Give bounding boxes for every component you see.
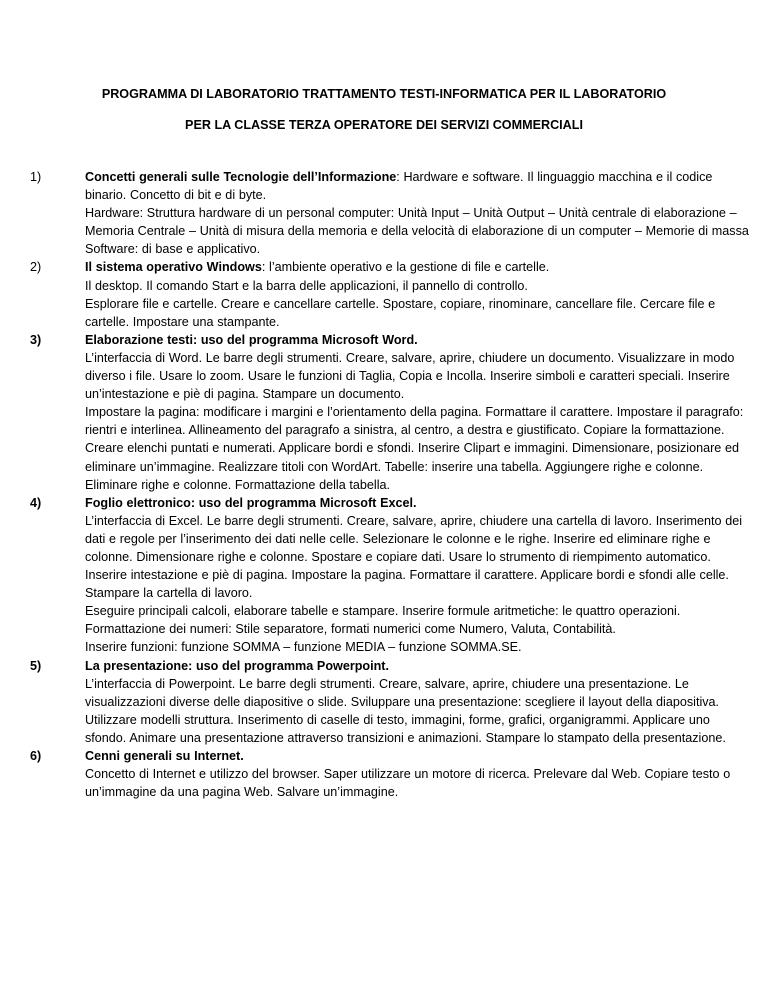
- program-item-6: [30, 747, 750, 801]
- item-heading: Il sistema operativo Windows: [85, 260, 262, 275]
- item-paragraph: Software: di base e applicativo.: [85, 242, 261, 257]
- program-list: [30, 168, 750, 801]
- document-title-line-1: PROGRAMMA DI LABORATORIO TRATTAMENTO TESTI-INFORMATICA PER IL LABORATORIO: [101, 87, 667, 101]
- item-paragraph: Inserire intestazione e piè di pagina. Impostare la pagina. Formattare il carattere. Applicare bordi e sfondi alle celle. Stampare la cartella di lavoro.: [85, 568, 729, 601]
- program-item-1: [30, 168, 750, 258]
- item-heading: La presentazione: uso del programma Powerpoint.: [85, 658, 390, 673]
- item-heading-tail: : l’ambiente operativo e la gestione di file e cartelle.: [261, 260, 550, 275]
- item-heading: Cenni generali su Internet.: [85, 749, 244, 763]
- program-item-3: [30, 331, 750, 494]
- item-paragraph: Hardware: Struttura hardware di un personal computer: Unità Input – Unità Output – Unità centrale di elaborazione – Memoria Centrale – Unità di misura della memoria e della velocità di elaborazione di un computer – Memorie di massa: [85, 206, 749, 239]
- item-heading-line: [85, 168, 750, 204]
- item-heading-tail: : Hardware e software. Il linguaggio macchina e il codice binario. Concetto di bit e di byte.: [85, 170, 713, 203]
- item-paragraph: Eseguire principali calcoli, elaborare tabelle e stampare. Inserire formule aritmetiche: le quattro operazioni. Formattazione dei numeri: Stile separatore, formati numerici come Numero, Valuta, Contabilità.: [85, 604, 681, 637]
- item-paragraph: L’interfaccia di Powerpoint. Le barre degli strumenti. Creare, salvare, aprire, chiudere una presentazione. Le visualizzazioni diverse delle diapositive o slide. Sviluppare una presentazione: scegliere il layout della diapositiva. Utilizzare modelli struttura. Inserimento di caselle di testo, immagini, forme, grafici, organigrammi. Applicare uno sfondo. Animare una presentazione attraverso transizioni e animazioni. Stampare lo stampato della presentazione.: [85, 676, 726, 745]
- item-paragraph: Concetto di Internet e utilizzo del browser. Saper utilizzare un motore di ricerca. Prelevare dal Web. Copiare testo o un’immagine da una pagina Web. Salvare un’immagine.: [85, 767, 731, 800]
- item-number: 2): [30, 260, 42, 275]
- item-number: 4): [30, 495, 42, 510]
- item-heading: Concetti generali sulle Tecnologie dell’Informazione: [85, 170, 397, 184]
- program-item-5: [30, 657, 750, 747]
- item-heading-line: [85, 258, 750, 276]
- item-paragraph: Esplorare file e cartelle. Creare e cancellare cartelle. Spostare, copiare, rinominare, cancellare file. Cercare file e cartelle. Impostare una stampante.: [85, 296, 716, 329]
- item-paragraph: Impostare la pagina: modificare i margini e l’orientamento della pagina. Formattare il carattere. Impostare il paragrafo: rientri e interlinea. Allineamento del paragrafo a sinistra, al centro, a destra e giustificato. Copiare la formattazione. Creare elenchi puntati e numerati. Applicare bordi e sfondi. Inserire Clipart e immagini. Dimensionare, posizionare ed eliminare un’immagine. Realizzare titoli con WordArt. Tabelle: inserire una tabella. Aggiungere righe e colonne. Eliminare righe e colonne. Formattazione della tabella.: [85, 405, 744, 492]
- item-paragraph: L’interfaccia di Word. Le barre degli strumenti. Creare, salvare, aprire, chiudere un documento. Visualizzare in modo diverso i file. Usare lo zoom. Usare le funzioni di Taglia, Copia e Incolla. Inserire simboli e caratteri speciali. Inserire un’intestazione e piè di pagina. Stampare un documento.: [85, 350, 735, 402]
- document-title-line-2: PER LA CLASSE TERZA OPERATORE DEI SERVIZI COMMERCIALI: [185, 118, 583, 132]
- item-paragraph: Il desktop. Il comando Start e la barra delle applicazioni, il pannello di controllo.: [85, 278, 528, 293]
- item-number: 3): [30, 332, 42, 347]
- item-heading: Elaborazione testi: uso del programma Microsoft Word.: [85, 332, 418, 347]
- item-paragraph: L’interfaccia di Excel. Le barre degli strumenti. Creare, salvare, aprire, chiudere una cartella di lavoro. Inserimento dei dati e regole per l’inserimento dei dati nelle celle. Selezionare le colonne e le righe. Inserire ed eliminare righe e colonne. Dimensionare righe e colonne. Spostare e copiare dati. Usare lo strumento di riempimento automatico.: [85, 513, 742, 564]
- item-number: 6): [30, 749, 42, 763]
- program-item-4: [30, 494, 750, 657]
- item-number: 1): [30, 170, 42, 184]
- item-paragraph: Inserire funzioni: funzione SOMMA – funzione MEDIA – funzione SOMMA.SE.: [85, 640, 522, 655]
- item-number: 5): [30, 658, 42, 673]
- program-item-2: [30, 258, 750, 330]
- item-heading: Foglio elettronico: uso del programma Microsoft Excel.: [85, 495, 417, 510]
